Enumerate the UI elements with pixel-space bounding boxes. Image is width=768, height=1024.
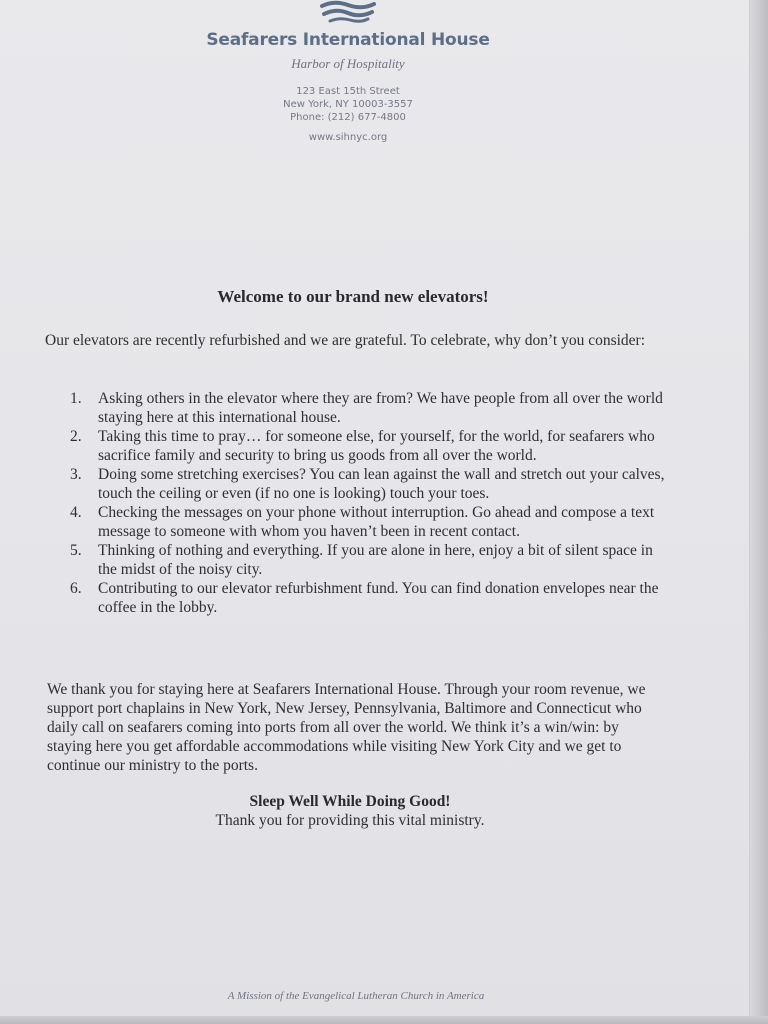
list-item-number: 1. <box>70 390 82 407</box>
suggestion-list <box>70 389 670 617</box>
list-item-text: Contributing to our elevator refurbishment fund. You can find donation envelopes near the coffee in the lobby. <box>98 580 659 616</box>
list-item <box>70 541 670 579</box>
frame-edge-right <box>749 0 768 1024</box>
list-item-text: Doing some stretching exercises? You can lean against the wall and stretch out your calves, touch the ceiling or even (if no one is looking) touch your toes. <box>98 466 665 502</box>
list-item <box>70 579 670 617</box>
organization-name: Seafarers International House <box>206 30 490 50</box>
address-street: 123 East 15th Street <box>296 86 400 97</box>
footer-mission: A Mission of the Evangelical Lutheran Church in America <box>227 990 485 1002</box>
closing-line: Thank you for providing this vital ministry. <box>215 812 485 829</box>
list-item <box>70 389 670 427</box>
list-item-text: Thinking of nothing and everything. If you are alone in here, enjoy a bit of silent space in the midst of the noisy city. <box>98 542 653 578</box>
list-item-text: Checking the messages on your phone without interruption. Go ahead and compose a text message to someone with whom you haven’t been in recent contact. <box>98 504 655 540</box>
notice-intro: Our elevators are recently refurbished and we are grateful. To celebrate, why don’t you consider: <box>45 332 646 349</box>
list-item-text: Taking this time to pray… for someone else, for yourself, for the world, for seafarers who sacrifice family and security to bring us goods from all over the world. <box>98 428 655 464</box>
address-city: New York, NY 10003-3557 <box>283 99 413 110</box>
list-item-text: Asking others in the elevator where they are from? We have people from all over the world staying here at this international house. <box>98 390 663 426</box>
list-item-number: 6. <box>70 580 82 597</box>
frame-edge-bottom <box>0 1016 768 1024</box>
list-item-number: 5. <box>70 542 82 559</box>
list-item <box>70 465 670 503</box>
organization-tagline: Harbor of Hospitality <box>291 56 405 71</box>
notice-heading: Welcome to our brand new elevators! <box>217 287 489 306</box>
list-item <box>70 427 670 465</box>
list-item-number: 2. <box>70 428 82 445</box>
closing-slogan: Sleep Well While Doing Good! <box>249 793 451 810</box>
address-phone: Phone: (212) 677-4800 <box>290 112 406 123</box>
list-item <box>70 503 670 541</box>
list-item-number: 3. <box>70 466 82 483</box>
thanks-paragraph: We thank you for staying here at Seafarers International House. Through your room revenue, we support port chaplains in New York, New Jersey, Pennsylvania, Baltimore and Connecticut who daily call on seafarers coming into ports from all over the world. We think it’s a win/win: by staying here you get affordable accommodations while visiting New York City and we get to continue our ministry to the ports. <box>47 681 646 774</box>
list-item-number: 4. <box>70 504 82 521</box>
website-text: www.sihnyc.org <box>308 132 388 143</box>
waves-icon <box>320 0 376 26</box>
